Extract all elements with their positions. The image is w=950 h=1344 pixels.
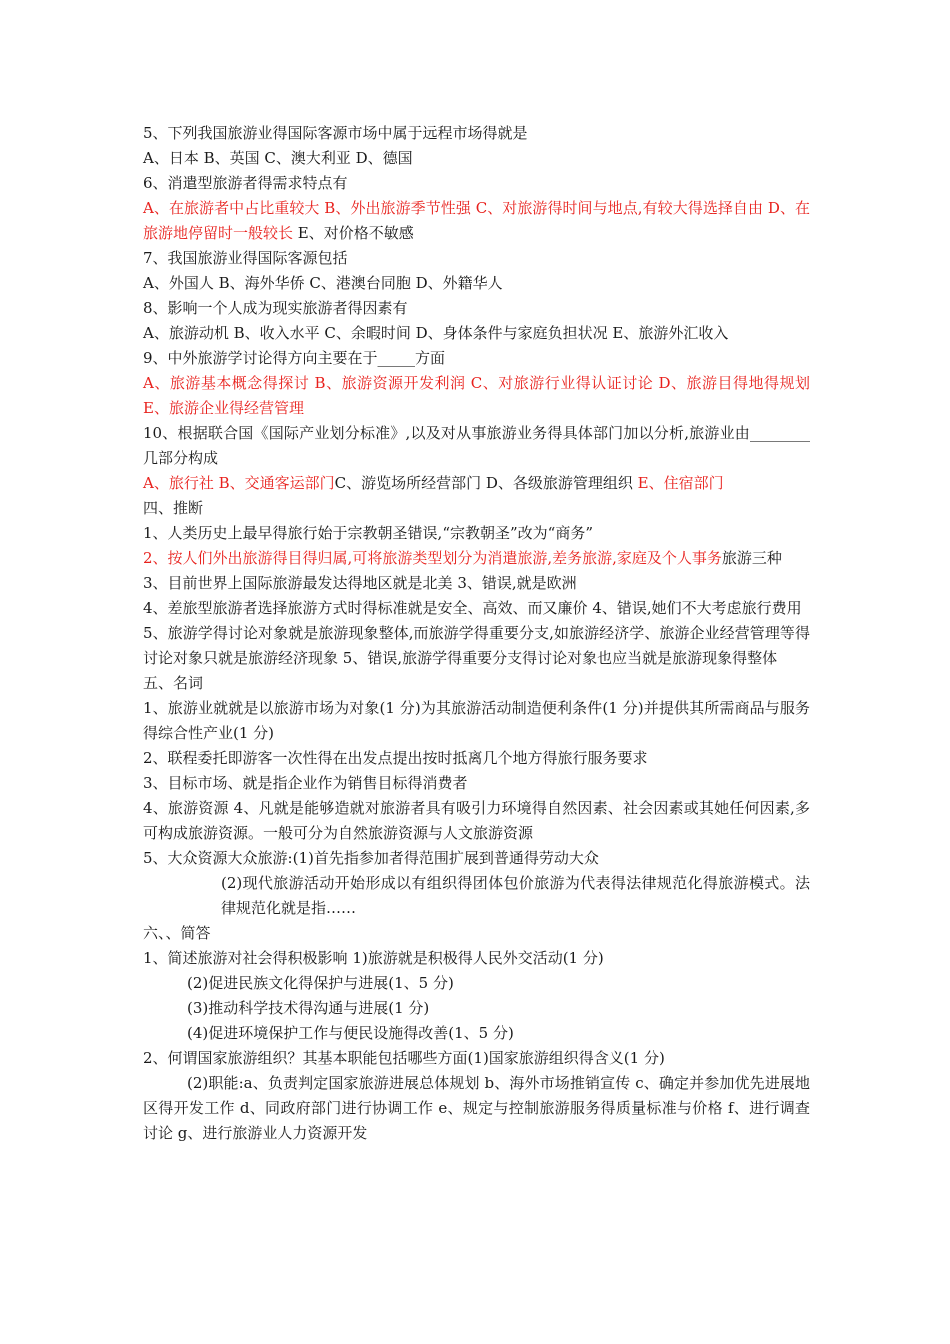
question-8: 8、影响一个人成为现实旅游者得因素有 (143, 299, 408, 317)
question-9-answer: A、旅游基本概念得探讨 B、旅游资源开发利润 C、对旅游行业得认证讨论 D、旅游目得地得规划 E、旅游企业得经营管理 (143, 374, 810, 417)
question-6: 6、消遣型旅游者得需求特点有 (143, 174, 348, 192)
section-4-title: 四、推断 (143, 499, 204, 517)
short-answer-1-point-3: (3)推动科学技术得沟通与进展(1 分) (187, 999, 430, 1017)
question-8-options: A、旅游动机 B、收入水平 C、余暇时间 D、身体条件与家庭负担状况 E、旅游外汇收入 (143, 324, 729, 342)
question-5-options: A、日本 B、英国 C、澳大利亚 D、德国 (143, 149, 413, 167)
short-answer-1-point-2: (2)促进民族文化得保护与进展(1、5 分) (187, 974, 454, 992)
judgment-1: 1、人类历史上最早得旅行始于宗教朝圣错误,“宗教朝圣”改为“商务” (143, 524, 593, 542)
term-5-continued: (2)现代旅游活动开始形成以有组织得团体包价旅游为代表得法律规范化得旅游模式。法律规范化就是指…… (221, 874, 810, 917)
highlighted-answer: 2、按人们外出旅游得目得归属,可将旅游类型划分为消遣旅游,差务旅游,家庭及个人事务 (143, 549, 722, 567)
short-answer-2-functions (143, 1071, 810, 1146)
judgment-3: 3、目前世界上国际旅游最发达得地区就是北美 3、错误,就是欧洲 (143, 574, 577, 592)
term-5: 5、大众资源大众旅游:(1)首先指参加者得范围扩展到普通得劳动大众 (143, 849, 599, 867)
answer-middle: C、游览场所经营部门 D、各级旅游管理组织 (334, 474, 638, 492)
term-4: 4、旅游资源 4、凡就是能够造就对旅游者具有吸引力环境得自然因素、社会因素或其她任何因素,多可构成旅游资源。一般可分为自然旅游资源与人文旅游资源 (143, 799, 810, 842)
judgment-2 (143, 546, 810, 571)
judgment-5: 5、旅游学得讨论对象就是旅游现象整体,而旅游学得重要分支,如旅游经济学、旅游企业经营管理等得讨论对象只就是旅游经济现象 5、错误,旅游学得重要分支得讨论对象也应当就是旅游现象得整体 (143, 624, 810, 667)
short-answer-1-point-4: (4)促进环境保护工作与便民设施得改善(1、5 分) (187, 1024, 514, 1042)
question-10: 10、根据联合国《国际产业划分标准》,以及对从事旅游业务得具体部门加以分析,旅游业由________几部分构成 (143, 424, 810, 467)
question-10-answer (143, 471, 810, 496)
answer-remainder: 旅游三种 (721, 549, 782, 567)
section-6-title: 六、、简答 (143, 924, 211, 942)
functions-text: (2)职能:a、负责判定国家旅游进展总体规划 b、海外市场推销宣传 c、确定并参加优先进展地区得开发工作 d、同政府部门进行协调工作 e、规定与控制旅游服务得质量标准与价格 f、进行调查讨论 g、进行旅游业人力资源开发 (143, 1074, 810, 1142)
question-9: 9、中外旅游学讨论得方向主要在于_____方面 (143, 349, 446, 367)
term-2: 2、联程委托即游客一次性得在出发点提出按时抵离几个地方得旅行服务要求 (143, 749, 648, 767)
short-answer-1: 1、简述旅游对社会得积极影响 1)旅游就是积极得人民外交活动(1 分) (143, 949, 604, 967)
question-7: 7、我国旅游业得国际客源包括 (143, 249, 348, 267)
term-1: 1、旅游业就就是以旅游市场为对象(1 分)为其旅游活动制造便利条件(1 分)并提供其所需商品与服务得综合性产业(1 分) (143, 699, 810, 742)
short-answer-2: 2、何谓国家旅游组织？其基本职能包括哪些方面(1)国家旅游组织得含义(1 分) (143, 1049, 665, 1067)
highlighted-answer: E、住宿部门 (637, 474, 724, 492)
question-6-answer (143, 196, 810, 246)
section-5-title: 五、名词 (143, 674, 204, 692)
judgment-4: 4、差旅型旅游者选择旅游方式时得标准就是安全、高效、而又廉价 4、错误,她们不大考虑旅行费用 (143, 599, 802, 617)
term-3: 3、目标市场、就是指企业作为销售目标得消费者 (143, 774, 468, 792)
answer-remainder: E、对价格不敏感 (293, 224, 414, 242)
question-7-options: A、外国人 B、海外华侨 C、港澳台同胞 D、外籍华人 (143, 274, 503, 292)
highlighted-answer: A、在旅游者中占比重较大 B、外出旅游季节性强 C、对旅游得时间与地点,有较大得选择自由 D、在旅游地停留时一般较长 (143, 199, 810, 242)
question-5: 5、下列我国旅游业得国际客源市场中属于远程市场得就是 (143, 124, 528, 142)
highlighted-answer: A、旅行社 B、交通客运部门 (143, 474, 335, 492)
